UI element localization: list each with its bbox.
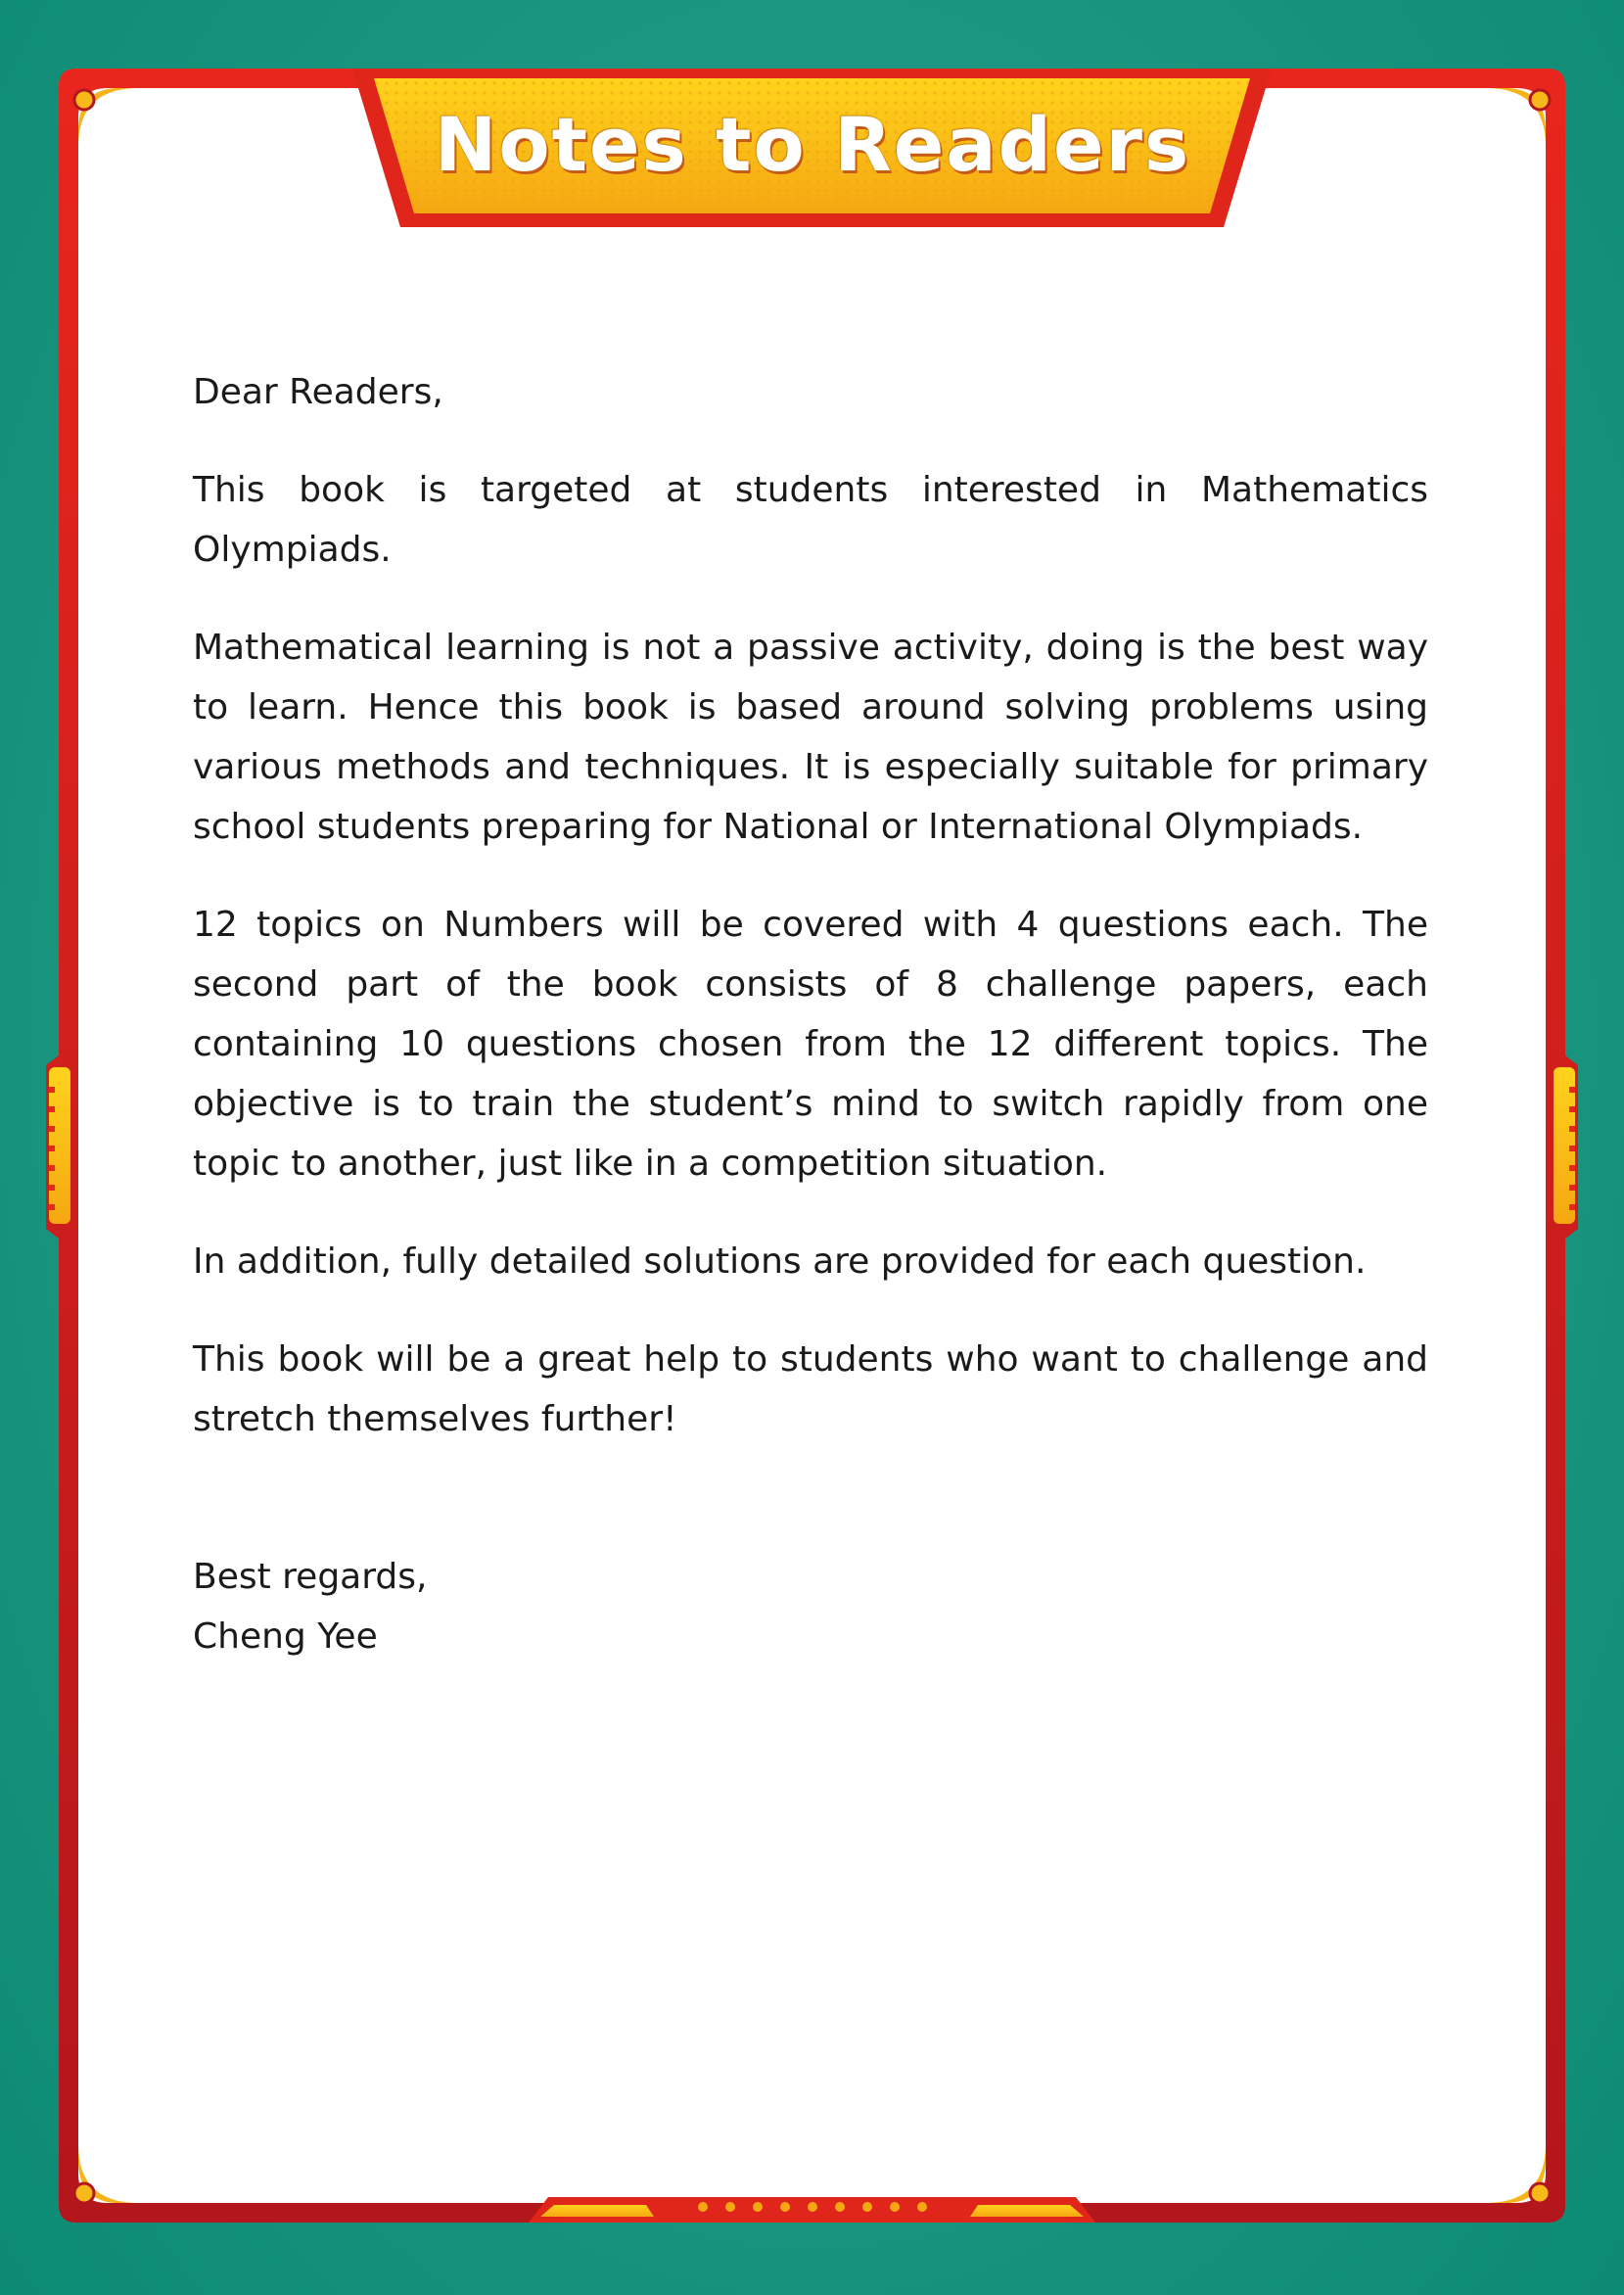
letter-body xyxy=(193,362,1428,1666)
letter-closing-block xyxy=(193,1547,1428,1666)
letter-signature: Cheng Yee xyxy=(193,1616,378,1657)
letter-salutation: Dear Readers, xyxy=(193,372,443,412)
letter-paragraph-4: In addition, fully detailed solutions are provided for each question. xyxy=(193,1241,1367,1282)
page-title: Notes to Readers xyxy=(434,101,1191,188)
letter-paragraph-5: This book will be a great help to students who want to challenge and stretch themselves further! xyxy=(193,1339,1428,1439)
letter-paragraph-2: Mathematical learning is not a passive activity, doing is the best way to learn. Hence this book is based around solving problems using various methods and techniques. It is especially suitable for primary school students preparing for National or International Olympiads. xyxy=(193,628,1428,847)
letter-paragraph-1: This book is targeted at students interested in Mathematics Olympiads. xyxy=(193,470,1428,570)
letter-closing: Best regards, xyxy=(193,1557,428,1597)
bottom-decoration xyxy=(529,2197,1095,2223)
letter-paragraph-3: 12 topics on Numbers will be covered with 4 questions each. The second part of the book consists of 8 challenge papers, each containing 10 questions chosen from the 12 different topics. The objective is to train the student’s mind to switch rapidly from one topic to another, just like in a competition situation. xyxy=(193,905,1428,1184)
